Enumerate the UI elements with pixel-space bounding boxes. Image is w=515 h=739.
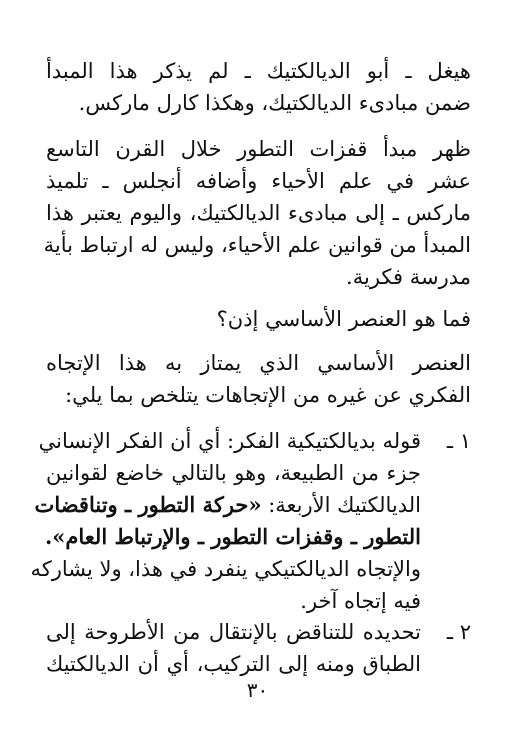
text-line: قوله بديالكتيكية الفكر: أي أن الفكر الإنساني (38, 429, 421, 453)
text-span: الديالكتيك الأربعة: (261, 493, 421, 517)
text-line: العنصر الأساسي الذي يمتاز به هذا الإتجاه (46, 351, 471, 375)
list-number: ٢ ـ (446, 620, 471, 644)
text-line (46, 521, 421, 553)
text-line: تحديده للتناقض بالإنتقال من الأطروحة إلى (46, 620, 421, 644)
text-line: ضمن مبادىء الديالكتيك، وهكذا كارل ماركس. (78, 91, 471, 115)
text-line: مدرسة فكرية. (346, 265, 471, 289)
page-number: ٣٠ (246, 678, 269, 702)
text-line: المبدأ من قوانين علم الأحياء، وليس له ارتباط بأية (43, 233, 471, 257)
text-line: ماركس ـ إلى مبادىء الديالكتيك، واليوم يعتبر هذا (46, 201, 471, 225)
text-line: عشر في علم الأحياء وأضافه أنجلس ـ تلميذ (46, 169, 471, 193)
text-line: الفكري عن غيره من الإتجاهات يتلخص بما يلي: (65, 383, 471, 407)
list-number: ١ ـ (446, 429, 471, 453)
text-line: فيه إتجاه آخر. (300, 589, 421, 613)
text-line: ظهر مبدأ قفزات التطور خلال القرن التاسع (46, 137, 471, 161)
bold-text-span: «حركة التطور ـ وتناقضات (34, 492, 262, 517)
text-line: هيغل ـ أبو الديالكتيك ـ لم يذكر هذا المبدأ (46, 59, 471, 83)
text-line (34, 489, 421, 521)
question-line: فما هو العنصر الأساسي إذن؟ (216, 307, 471, 331)
text-line: جزء من الطبيعة، وهو بالتالي خاضع لقوانين (46, 461, 421, 485)
bold-text-span: التطور ـ وقفزات التطور ـ والإرتباط العام». (44, 524, 421, 549)
text-line: الطباق ومنه إلى التركيب، أي أن الديالكتيك (46, 652, 421, 676)
text-line: والإتجاه الديالكتيكي ينفرد في هذا، ولا يشاركه (30, 557, 421, 581)
